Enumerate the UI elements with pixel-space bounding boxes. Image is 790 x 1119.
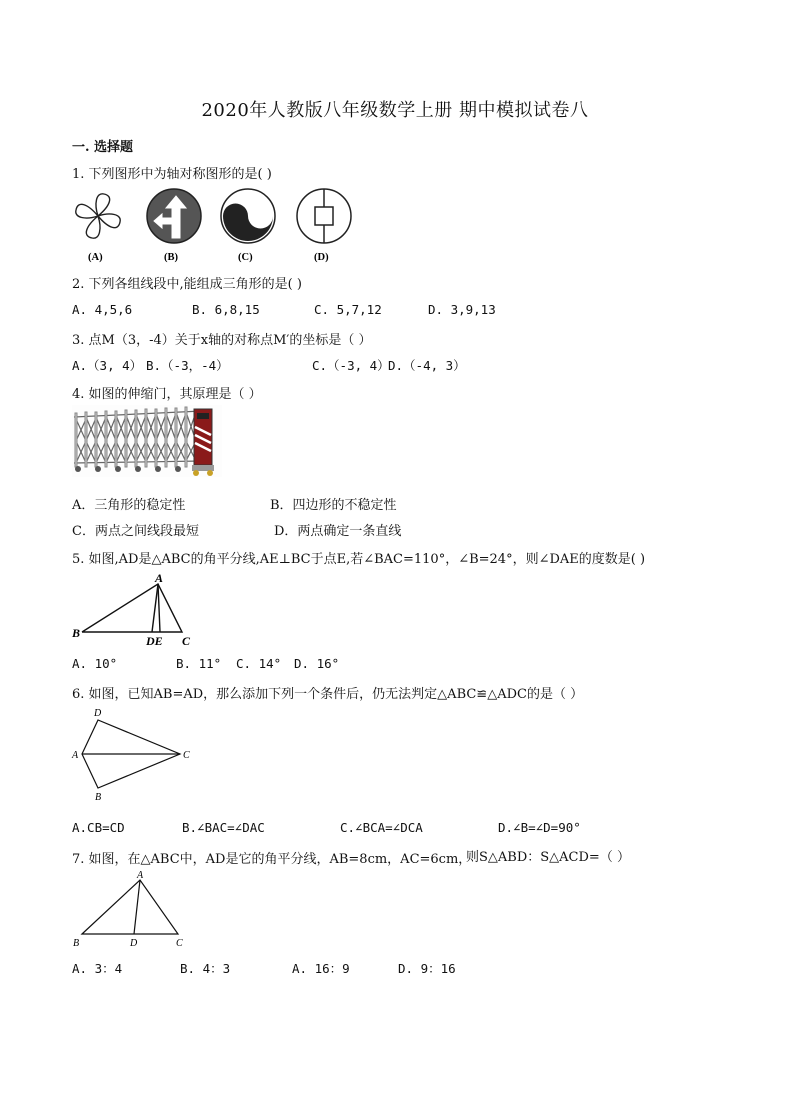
question-4-option-a: A．三角形的稳定性 xyxy=(72,498,186,513)
question-3-option-a: A.（3, 4） xyxy=(72,358,143,373)
question-3-option-b: B.（-3，-4） xyxy=(146,358,229,373)
q7-point-d-label: D xyxy=(130,938,138,949)
question-6-option-d: D.∠B=∠D=90° xyxy=(498,820,581,835)
q5-vertex-a-label: A xyxy=(155,571,164,585)
q6-vertex-b-label: B xyxy=(95,792,102,803)
question-4-option-c: C．两点之间线段最短 xyxy=(72,524,199,539)
page-title: 2020年人教版八年级数学上册 期中模拟试卷八 xyxy=(201,100,589,121)
q7-vertex-a-label: A xyxy=(137,870,144,881)
question-5-option-b: B. 11° xyxy=(176,656,222,671)
question-4-option-b: B．四边形的不稳定性 xyxy=(270,498,397,513)
q5-vertex-b-label: B xyxy=(72,626,81,640)
question-5-option-c: C. 14° xyxy=(236,656,282,671)
q5-vertex-c-label: C xyxy=(182,634,191,648)
retractable-gate-photo xyxy=(72,405,222,477)
question-4-option-d: D．两点确定一条直线 xyxy=(274,524,402,539)
question-5-text: 5. 如图,AD是△ABC的角平分线,AE⊥BC于点E,若∠BAC=110°，∠B=24°，则∠DAE的度数是( ) xyxy=(72,552,646,567)
question-2-option-b: B. 6,8,15 xyxy=(192,302,260,317)
question-5-option-a: A. 10° xyxy=(72,656,118,671)
figure-c-yin-yang-icon xyxy=(221,189,275,243)
question-1-text: 1. 下列图形中为轴对称图形的是( ) xyxy=(72,167,272,182)
question-3-option-c: C.（-3, 4） xyxy=(312,358,390,373)
question-6-option-a: A.CB=CD xyxy=(72,820,125,835)
figure-b-arrow-sign-icon xyxy=(147,189,201,243)
question-2-text: 2. 下列各组线段中,能组成三角形的是( ) xyxy=(72,277,302,292)
question-7-ratio-text: 则S△ABD：S△ACD=（ ） xyxy=(466,850,630,865)
question-7-option-b: B. 4：3 xyxy=(180,961,231,976)
question-7-option-d: D. 9：16 xyxy=(398,961,456,976)
q7-vertex-b-label: B xyxy=(73,938,80,949)
question-6-text: 6. 如图，已知AB=AD，那么添加下列一个条件后，仍无法判定△ABC≌△ADC的是（ ） xyxy=(72,687,584,702)
figure-a-pinwheel-icon xyxy=(76,194,120,238)
question-7-option-c: A. 16：9 xyxy=(292,961,350,976)
question-6-option-b: B.∠BAC=∠DAC xyxy=(182,820,265,835)
question-6-kite-diagram xyxy=(70,702,200,806)
question-1-figures xyxy=(68,186,368,266)
q7-vertex-c-label: C xyxy=(176,938,183,949)
q6-vertex-c-label: C xyxy=(183,750,190,761)
section-heading: 一. 选择题 xyxy=(72,140,134,155)
figure-d-label: (D) xyxy=(314,252,329,263)
question-5-option-d: D. 16° xyxy=(294,656,340,671)
figure-c-label: (C) xyxy=(238,252,253,263)
q5-points-de-label: DE xyxy=(146,634,163,648)
question-2-option-d: D. 3,9,13 xyxy=(428,302,496,317)
question-6-option-c: C.∠BCA=∠DCA xyxy=(340,820,423,835)
question-5-triangle-diagram xyxy=(70,570,200,650)
question-7-text: 7. 如图，在△ABC中，AD是它的角平分线，AB=8cm，AC=6cm， xyxy=(72,852,472,867)
question-7-triangle-diagram xyxy=(70,870,200,950)
question-7-option-a: A. 3：4 xyxy=(72,961,123,976)
q6-vertex-d-label: D xyxy=(94,708,102,719)
figure-b-label: (B) xyxy=(164,252,178,263)
figure-a-label: (A) xyxy=(88,252,103,263)
q6-vertex-a-label: A xyxy=(72,750,79,761)
question-3-text: 3. 点M（3，-4）关于x轴的对称点M′的坐标是（ ） xyxy=(72,333,372,348)
question-4-text: 4. 如图的伸缩门，其原理是（ ） xyxy=(72,387,262,402)
figure-d-square-in-circle-icon xyxy=(297,189,351,243)
question-3-option-d: D.（-4, 3） xyxy=(388,358,466,373)
question-2-option-c: C. 5,7,12 xyxy=(314,302,382,317)
question-2-option-a: A. 4,5,6 xyxy=(72,302,133,317)
